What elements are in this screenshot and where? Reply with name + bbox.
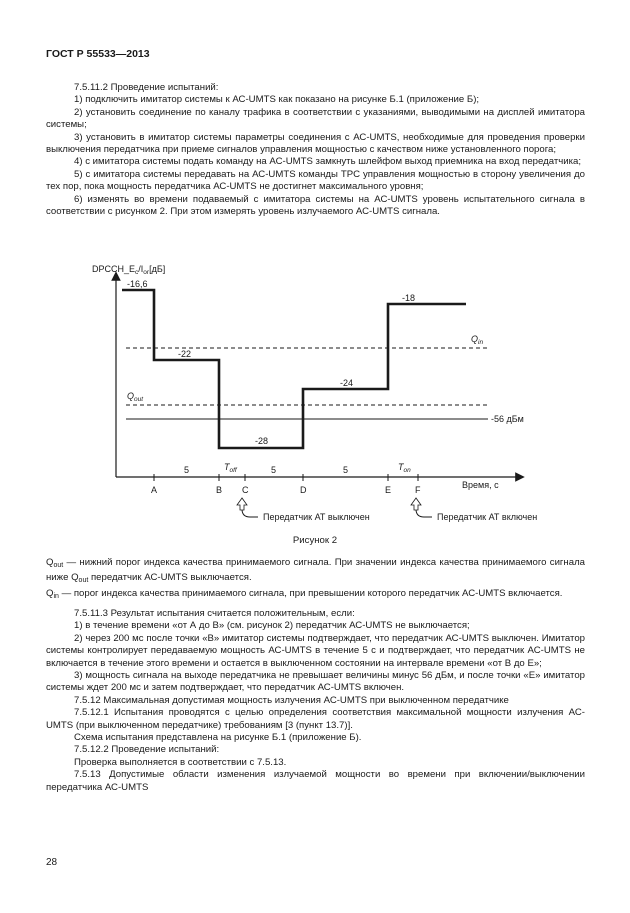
- paragraph: 7.5.12.2 Проведение испытаний:: [74, 744, 220, 756]
- tick-label: D: [300, 485, 307, 495]
- qin-definition: $Q_{in}$ — порог индекса качества принимаемого сигнала, при превышении которого передатчик АС-UMTS включается.: [46, 587, 563, 600]
- interval-label: 5: [271, 465, 277, 475]
- paragraph: 7.5.11.2 Проведение испытаний:: [74, 82, 219, 93]
- tick-label: F: [415, 485, 421, 495]
- paragraph: 3) установить в имитатор системы параметры соединения с АС-UMTS, необходимые для проведения проверки выключения передатчика при приеме сигналов управления мощностью с качеством ниже установленного порога;: [46, 131, 585, 156]
- section-heading: 7.5.12 Максимальная допустимая мощность излучения АС-UMTS при выключенном передатчике: [74, 694, 509, 706]
- paragraph: 1) подключить имитатор системы к АС-UMTS как показано на рисунке Б.1 (приложение Б);: [74, 94, 480, 106]
- paragraph: 6) изменять во времени подаваемый с имитатора системы на АС-UMTS уровень испытательного сигнала в соответствии с рисунком 2. При этом измерять уровень излучаемого АС-UMTS сигнала.: [46, 193, 585, 218]
- paragraph: Проверка выполняется в соответствии с 7.5.13.: [74, 756, 287, 768]
- document-header: ГОСТ Р 55533—2013: [46, 48, 150, 60]
- level-label: -22: [178, 349, 192, 359]
- power-level-diagram: [90, 262, 560, 527]
- paragraph: 7.5.11.3 Результат испытания считается положительным, если:: [74, 608, 355, 619]
- on-arrow-head-icon: [411, 498, 421, 510]
- paragraph: 4) с имитатора системы подать команду на АС-UMTS замкнуть шлейфом выход приемника на вход передатчика;: [74, 156, 582, 168]
- y-axis-label: $DPCCH\_E_c/I_{or}[дБ]$: [92, 264, 166, 276]
- t-on-label: $T_{on}$: [398, 462, 411, 474]
- paragraph: Схема испытания представлена на рисунке Б.1 (приложение Б).: [74, 732, 362, 744]
- page-number: 28: [46, 857, 58, 868]
- signal-level-line: [122, 290, 466, 448]
- section-heading: 7.5.13 Допустимые области изменения излучаемой мощности во времени при включении/выключении передатчика АС-UMTS: [46, 769, 585, 793]
- t-off-label: $T_{off}$: [224, 462, 237, 474]
- interval-label: 5: [184, 465, 190, 475]
- tick-label: E: [385, 485, 392, 495]
- paragraph: 7.5.12.1 Испытания проводятся с целью определения соответствия максимальной мощности излучения АС-UMTS (при выключенном передатчике) требованиям [3 (пункт 13.7)].: [46, 707, 585, 731]
- level-label: -16,6: [127, 279, 148, 289]
- off-arrow-head-icon: [237, 498, 247, 510]
- paragraph: 2) через 200 мс после точки «В» имитатор системы подтверждает, что передатчик АС-UMTS выключен. Имитатор системы контролирует передаваемую мощность АС-UMTS в течение 5 с и подтверждает, что передатчик АС-UMTS не включается в течение этого времени и остается в выключенном состоянии на интервале времени «от В до Е»;: [46, 632, 585, 669]
- q-out-label: $Q_{out}$: [127, 391, 144, 403]
- x-axis-label: Время, с: [462, 480, 499, 490]
- test-procedure-block: [46, 82, 585, 218]
- level-label: -18: [402, 293, 416, 303]
- tick-label: B: [216, 485, 223, 495]
- level-label: -28: [255, 436, 269, 446]
- q-in-label: $Q_{in}$: [471, 334, 484, 346]
- threshold-label: -56 дБм: [491, 414, 524, 424]
- tick-label: C: [242, 485, 249, 495]
- paragraph: 2) установить соединение по каналу трафика в соответствии с указаниями, выводимыми на дисплей имитатора системы;: [46, 106, 585, 131]
- off-note: Передатчик АТ выключен: [263, 512, 370, 522]
- paragraph: 1) в течение времени «от А до В» (см. рисунок 2) передатчик АС-UMTS не выключается;: [74, 620, 470, 632]
- tick-label: A: [151, 485, 158, 495]
- definitions-block: [46, 557, 585, 603]
- interval-label: 5: [343, 465, 349, 475]
- figure-2: [90, 262, 560, 552]
- level-label: -24: [340, 378, 354, 388]
- paragraph: 3) мощность сигнала на выходе передатчика не превышает величины минус 56 дБм, и после точки «Е» имитатор системы ждет 200 мс и затем подтверждает, что передатчик АС-UMTS включен.: [46, 670, 585, 694]
- paragraph: 5) с имитатора системы передавать на АС-UMTS команды TPC управления мощностью в сторону увеличения до тех пор, пока мощность передатчика АС-UMTS не достигнет максимального уровня;: [46, 168, 585, 193]
- results-block: [46, 608, 585, 794]
- on-note: Передатчик АТ включен: [437, 512, 538, 522]
- figure-caption: Рисунок 2: [292, 535, 338, 546]
- qout-definition: $Q_{out}$ — нижний порог индекса качества принимаемого сигнала. При значении индекса качества принимаемого сигнала ниже $Q_{out}$ передатчик АС-UMTS выключается.: [46, 557, 585, 585]
